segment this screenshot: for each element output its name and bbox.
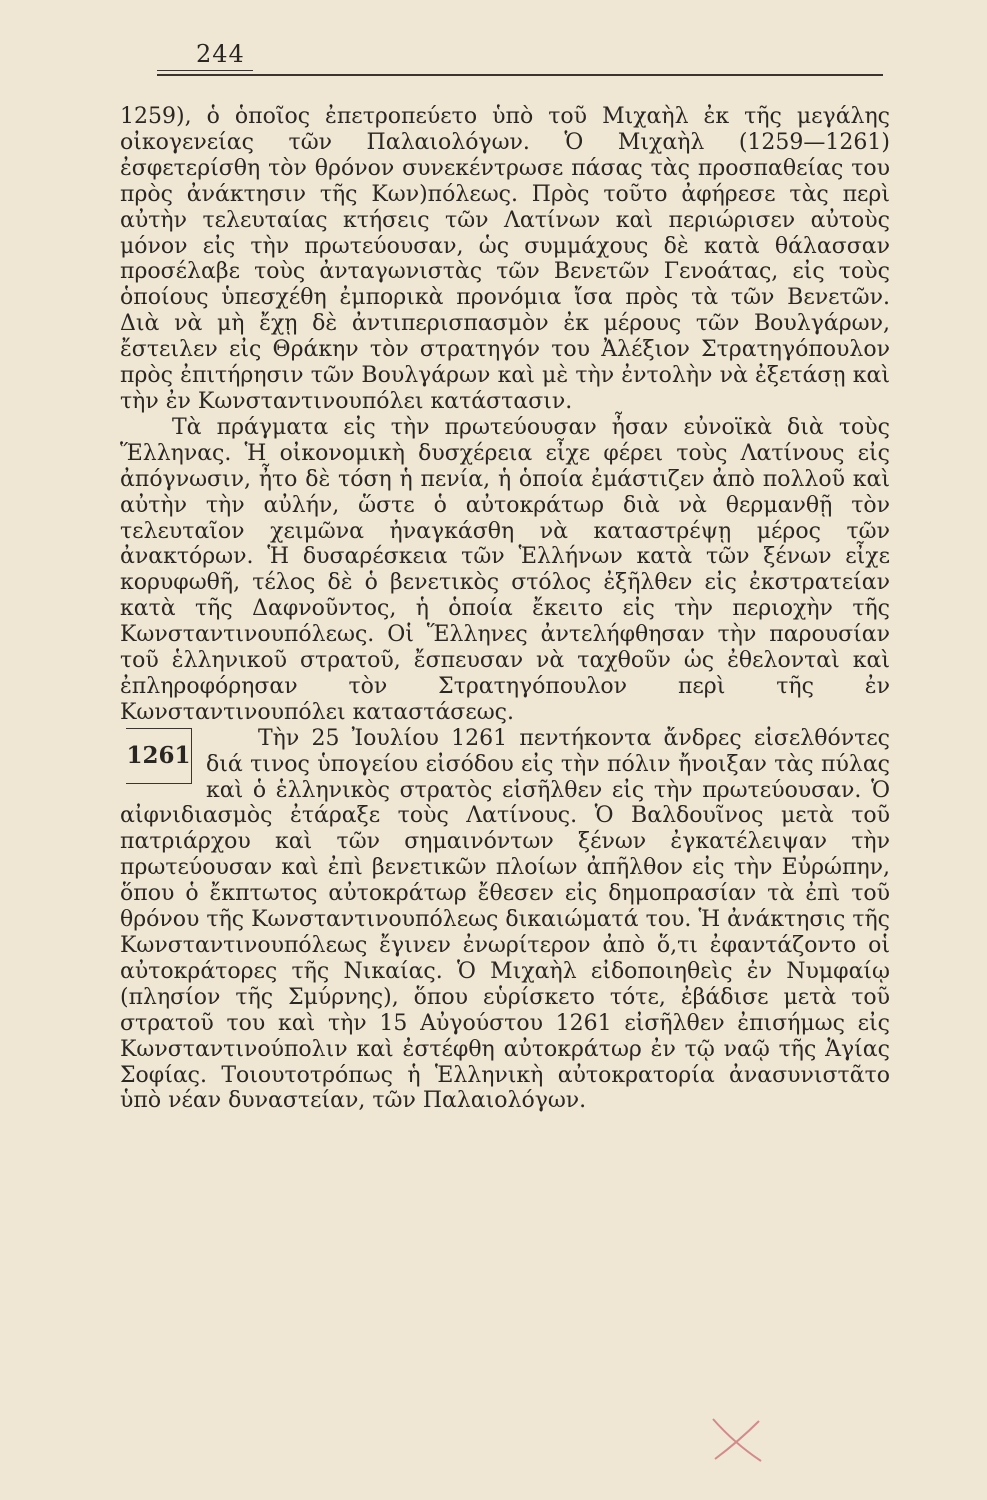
margin-year-box: 1261 (126, 728, 192, 784)
paragraph-1: 1259), ὁ ὁποῖος ἐπετροπεύετο ὑπὸ τοῦ Μιχαὴλ ἐκ τῆς μεγάλης οἰκογενείας τῶν Παλαιολόγων. Ὁ Μιχαὴλ (1259—1261) ἐσφετερίσθη τὸν θρόνον συνεκέντρωσε πάσας τὰς προσπαθείας του πρὸς ἀνάκτησιν τῆς Κων)πόλεως. Πρὸς τοῦτο ἀφήρεσε τὰς περὶ αὐτὴν τελευταίας κτήσεις τῶν Λατίνων καὶ περιώρισεν αὐτοὺς μόνον εἰς τὴν πρωτεύουσαν, ὡς συμμάχους δὲ κατὰ θάλασσαν προσέλαβε τοὺς ἀνταγωνιστὰς τῶν Βενετῶν Γενοάτας, εἰς τοὺς ὁποίους ὑπεσχέθη ἐμπορικὰ προνόμια ἴσα πρὸς τὰ τῶν Βενετῶν. Διὰ νὰ μὴ ἔχῃ δὲ ἀντιπερισπασμὸν ἐκ μέρους τῶν Βουλγάρων, ἔστειλεν εἰς Θράκην τὸν στρατηγόν του Ἀλέξιον Στρατηγόπουλον πρὸς ἐπιτήρησιν τῶν Βουλγάρων καὶ μὲ τὴν ἐντολὴν νὰ ἐξετάσῃ καὶ τὴν ἐν Κωνσταντινουπόλει κατάστασιν. (120, 104, 890, 414)
header-rule (157, 74, 883, 76)
paragraph-2: Τὰ πράγματα εἰς τὴν πρωτεύουσαν ἦσαν εὐνοϊκὰ διὰ τοὺς Ἕλληνας. Ἡ οἰκονομικὴ δυσχέρεια εἶχε φέρει τοὺς Λατίνους εἰς ἀπόγνωσιν, ἦτο δὲ τόση ἡ πενία, ἡ ὁποία ἐμάστιζεν ἀπὸ πολλοῦ καὶ αὐτὴν τὴν αὐλήν, ὥστε ὁ αὐτοκράτωρ διὰ νὰ θερμανθῇ τὸν τελευταῖον χειμῶνα ἠναγκάσθη νὰ καταστρέψῃ μέρος τῶν ἀνακτόρων. Ἡ δυσαρέσκεια τῶν Ἑλλήνων κατὰ τῶν ξένων εἶχε κορυφωθῆ, τέλος δὲ ὁ βενετικὸς στόλος ἐξῆλθεν εἰς ἐκστρατείαν κατὰ τῆς Δαφνοῦντος, ἡ ὁποία ἔκειτο εἰς τὴν περιοχὴν τῆς Κωνσταντινουπόλεως. Οἱ Ἕλληνες ἀντελήφθησαν τὴν παρουσίαν τοῦ ἑλληνικοῦ στρατοῦ, ἔσπευσαν νὰ ταχθοῦν ὡς ἐθελονταὶ καὶ ἐπληροφόρησαν τὸν Στρατηγόπουλον περὶ τῆς ἐν Κωνσταντινουπόλει καταστάσεως. (120, 414, 890, 725)
pencil-cross-mark (707, 1415, 767, 1465)
paragraph-3: Τὴν 25 Ἰουλίου 1261 πεντήκοντα ἄνδρες εἰσελθόντες διά τινος ὑπογείου εἰσόδου εἰς τὴν πόλιν ἤνοιξαν τὰς πύλας καὶ ὁ ἑλληνικὸς στρατὸς εἰσῆλθεν εἰς τὴν πρωτεύουσαν. Ὁ αἰφνιδιασμὸς ἐτάραξε τοὺς Λατίνους. Ὁ Βαλδουῖνος μετὰ τοῦ πατριάρχου καὶ τῶν σημαινόντων ξένων ἐγκατέλειψαν τὴν πρωτεύουσαν καὶ ἐπὶ βενετικῶν πλοίων ἀπῆλθον εἰς τὴν Εὐρώπην, ὅπου ὁ ἔκπτωτος αὐτοκράτωρ ἔθεσεν εἰς δημοπρασίαν τὰ ἐπὶ τοῦ θρόνου τῆς Κωνσταντινουπόλεως δικαιώματά του. Ἡ ἀνάκτησις τῆς Κωνσταντινουπόλεως ἔγινεν ἐνωρίτερον ἀπὸ ὅ,τι ἐφαντάζοντο οἱ αὐτοκράτορες τῆς Νικαίας. Ὁ Μιχαὴλ εἰδοποιηθεὶς ἐν Νυμφαίῳ (πλησίον τῆς Σμύρνης), ὅπου εὑρίσκετο τότε, ἐβάδισε μετὰ τοῦ στρατοῦ του καὶ τὴν 15 Αὐγούστου 1261 εἰσῆλθεν ἐπισήμως εἰς Κωνσταντινούπολιν καὶ ἐστέφθη αὐτοκράτωρ ἐν τῷ ναῷ τῆς Ἁγίας Σοφίας. Τοιουτοτρόπως ἡ Ἑλληνικὴ αὐτοκρατορία ἀνασυνιστᾶτο ὑπὸ νέαν δυναστείαν, τῶν Παλαιολόγων. (120, 725, 890, 1114)
header-rule-short (157, 70, 253, 71)
page-number: 244 (196, 40, 245, 68)
body-text (120, 104, 890, 1114)
